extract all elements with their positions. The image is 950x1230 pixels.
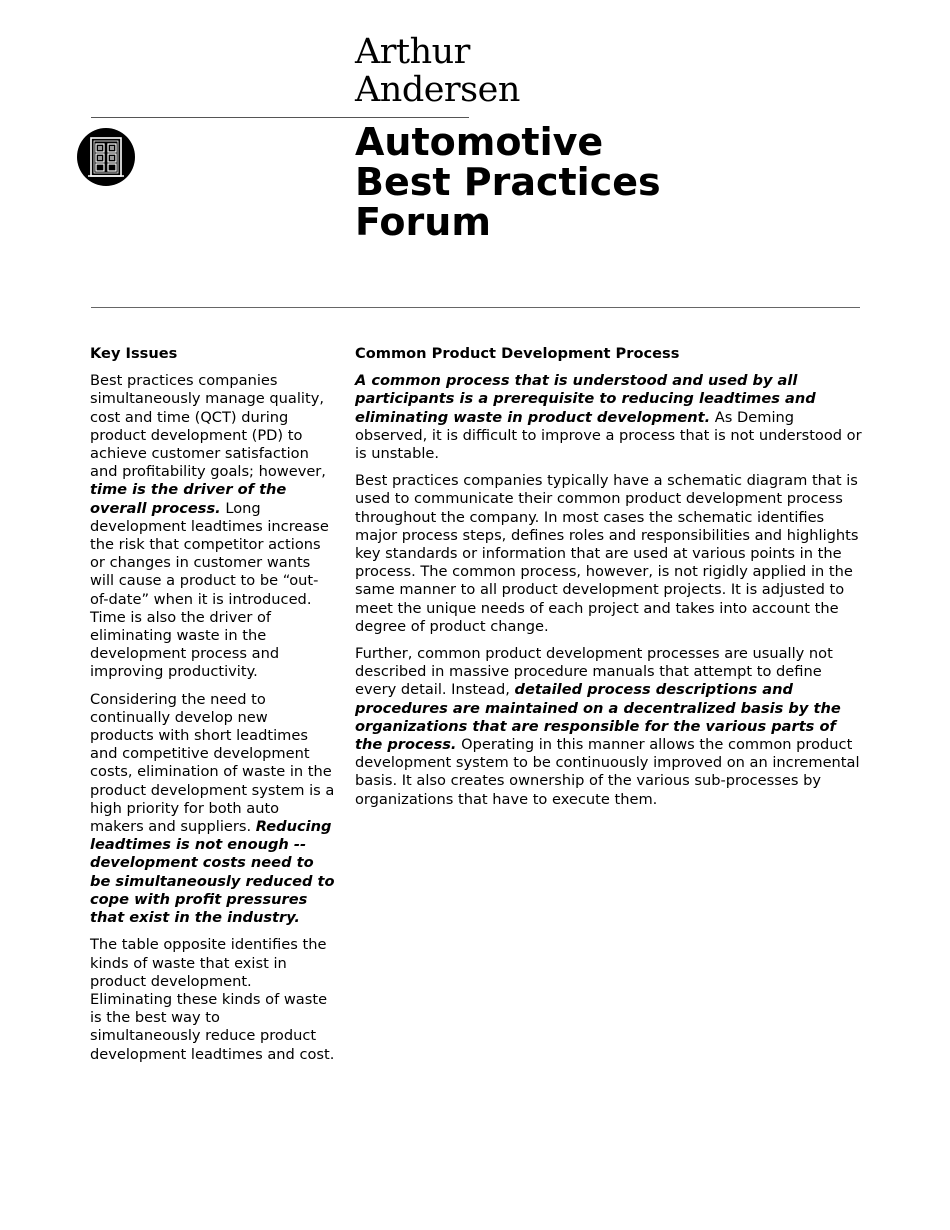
key-issues-heading: Key Issues — [90, 345, 178, 362]
common-process-paragraph-1 — [355, 372, 863, 463]
page-title — [355, 122, 661, 242]
title-line-1: Automotive — [355, 120, 604, 164]
title-line-3: Forum — [355, 200, 491, 244]
brand-line-2: Andersen — [355, 70, 520, 110]
text-span: Considering the need to continually develop new products with short leadtimes and competitive development costs, elimination of waste in the product development system is a high priority for both auto makers and suppliers. — [90, 690, 335, 836]
key-issues-column — [90, 345, 335, 1073]
title-line-2: Best Practices — [355, 160, 661, 204]
brand-line-1: Arthur — [355, 32, 470, 72]
text-span: Further, common product development processes are usually not described in massive procedure manuals that attempt to define every detail. Instead, — [355, 645, 833, 699]
common-process-heading: Common Product Development Process — [355, 345, 680, 362]
emphasis-text: detailed process descriptions and procedures are maintained on a decentralized basis by the organizations that are responsible for the various parts of the process. — [355, 681, 841, 754]
brand-name — [355, 33, 520, 109]
section-divider — [91, 307, 860, 308]
text-span: As Deming observed, it is difficult to improve a process that is not understood or is unstable. — [355, 408, 862, 463]
emphasis-text: time is the driver of the overall process. — [90, 481, 287, 517]
key-issues-paragraph-1 — [90, 372, 335, 681]
text-span: Operating in this manner allows the common product development system to be continuously improved on an incremental basis. It also creates ownership of the various sub-processes by organizations that have to execute them. — [355, 736, 860, 808]
header-divider — [91, 117, 469, 118]
common-process-column — [355, 345, 863, 818]
emphasis-text: Reducing leadtimes is not enough -- development costs need to be simultaneously reduced to cope with profit pressures that exist in the industry. — [90, 818, 335, 927]
text-span: Best practices companies simultaneously manage quality, cost and time (QCT) during product development (PD) to achieve customer satisfaction and profitability goals; however, — [90, 372, 326, 481]
common-process-paragraph-3 — [355, 645, 863, 809]
common-process-paragraph-2: Best practices companies typically have a schematic diagram that is used to communicate their common product development process throughout the company. In most cases the schematic identifies major process steps, defines roles and responsibilities and highlights key standards or information that are used at various points in the process. The common process, however, is not rigidly applied in the same manner to all product development projects. It is adjusted to meet the unique needs of each project and takes into account the degree of product change. — [355, 472, 859, 635]
door-icon — [77, 128, 135, 186]
text-span: Long development leadtimes increase the risk that competitor actions or changes in customer wants will cause a product to be “out-of-date” when it is introduced. Time is also the driver of eliminating waste in the development process and improving productivity. — [90, 499, 329, 681]
key-issues-paragraph-3: The table opposite identifies the kinds of waste that exist in product development. Eliminating these kinds of waste is the best way to simultaneously reduce product development leadtimes and cost. — [90, 936, 335, 1063]
emphasis-text: A common process that is understood and used by all participants is a prerequisite to reducing leadtimes and eliminating waste in product development. — [355, 372, 816, 426]
key-issues-paragraph-2 — [90, 691, 335, 928]
